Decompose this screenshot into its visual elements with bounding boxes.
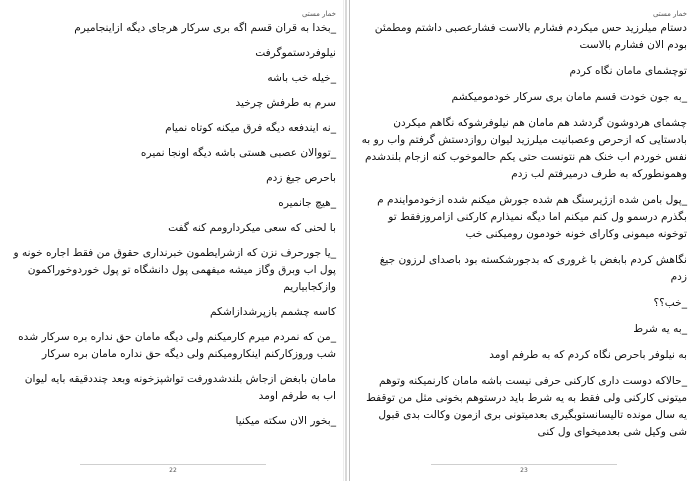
paragraph: _حالاکه دوست داری کارکنی حرفی نیست باشه مامان کارنمیکنه وتوهم میتونی کارکنی ولی فقط به یه شرط باید درستوهم بخونی مثل من توقفط یه سال مونده تالیسانستوبگیری بعدمیتونی بری ازمون وکالت بدی قبول شی وکیل شی بعدمیخوای ول کنی (366, 375, 687, 438)
page-number: 22 (169, 467, 177, 474)
paragraph: باحرص جیغ زدم (266, 172, 336, 184)
paragraph: _نه ایندفعه دیگه فرق میکنه کوتاه نمیام (165, 122, 336, 134)
footer-divider (431, 464, 617, 465)
footer-divider (80, 464, 266, 465)
paragraph: _پول بامن شده ازژیرسنگ هم شده جورش میکنم شده ازخودموایندم م بگذرم درسمو ول کنم میکنم اما دیگه نمیذارم کارکنی ازامروزفقط تو توخونه میمونی وکارای خونه خودمون رومیکنی خب (377, 194, 687, 240)
paragraph: _تووالان عصبی هستی باشه دیگه اونجا نمیره (140, 147, 336, 159)
paragraph: چشمای هردوشون گردشد هم مامان هم نیلوفرشوکه نگاهم میکردن بادستایی که ازحرص وعصبانیت میلرزید لیوان روازدستش گرفتم واب رو به نفس خوردم اب خنک هم نتونست حتی یکم حالموخوب کنه ازجام بلندشدم وهمونطورکه به طرف درمیرفتم لب زدم (361, 117, 687, 180)
paragraph: توچشمای مامان نگاه کردم (569, 65, 687, 77)
right-page-text (361, 20, 687, 450)
paragraph: دستام میلرزید حس میکردم فشارم بالاست فشارعصبی داشتم ومطمئن بودم الان فشارم بالاست (374, 22, 687, 51)
paragraph: _به جون خودت قسم مامان بری سرکار خودمومیکشم (451, 91, 687, 103)
paragraph: _خیله خب باشه (267, 72, 336, 84)
paragraph: _من که نمردم میرم کارمیکنم ولی دیگه مامان حق نداره بره سرکار شده شب وروزکارکنم اینکارومیکنم ولی دیگه حق نداره مامان بره سرکار (18, 331, 336, 360)
left-page-text (10, 20, 336, 438)
paragraph: به نیلوفر باحرص نگاه کردم که به طرفم اومد (489, 349, 687, 361)
paragraph: مامان بابغض ازجاش بلندشدورفت تواشپزخونه وبعد چنددقیقه بایه لیوان اب به طرفم اومد (24, 373, 336, 402)
left-page (0, 0, 346, 481)
spine-edge (349, 0, 350, 481)
paragraph: نیلوفردستموگرفت (255, 47, 336, 59)
paragraph: _بخور الان سکته میکنیا (235, 415, 336, 427)
paragraph: با لحنی که سعی میکردارومم کنه گفت (168, 222, 336, 234)
paragraph: _هیچ جانمیره (278, 197, 336, 209)
right-page (351, 0, 697, 481)
paragraph: _بخدا به قران قسم اگه بری سرکار هرجای دیگه ازاینجامیرم (74, 22, 336, 34)
paragraph: _به یه شرط (633, 323, 687, 335)
page-header: خمار مستی (301, 10, 336, 18)
paragraph: _یا جورحرف نزن که ازشرایطمون خبرنداری حقوق من فقط اجاره خونه و پول اب وبرق وگاز میشه میفهمی پول دانشگاه تو پول خوردوخوراکمون وازکجابیاریم (13, 247, 336, 293)
paragraph: نگاهش کردم بابغض با غروری که بدجورشکسته بود باصدای لرزون جیغ زدم (379, 254, 687, 283)
page-number: 23 (520, 467, 528, 474)
page-header: خمار مستی (652, 10, 687, 18)
paragraph: سرم به طرفش چرخید (235, 97, 336, 109)
paragraph: کاسه چشمم بازپرشدازاشکم (209, 306, 336, 318)
paragraph: _خب؟؟ (653, 297, 687, 309)
